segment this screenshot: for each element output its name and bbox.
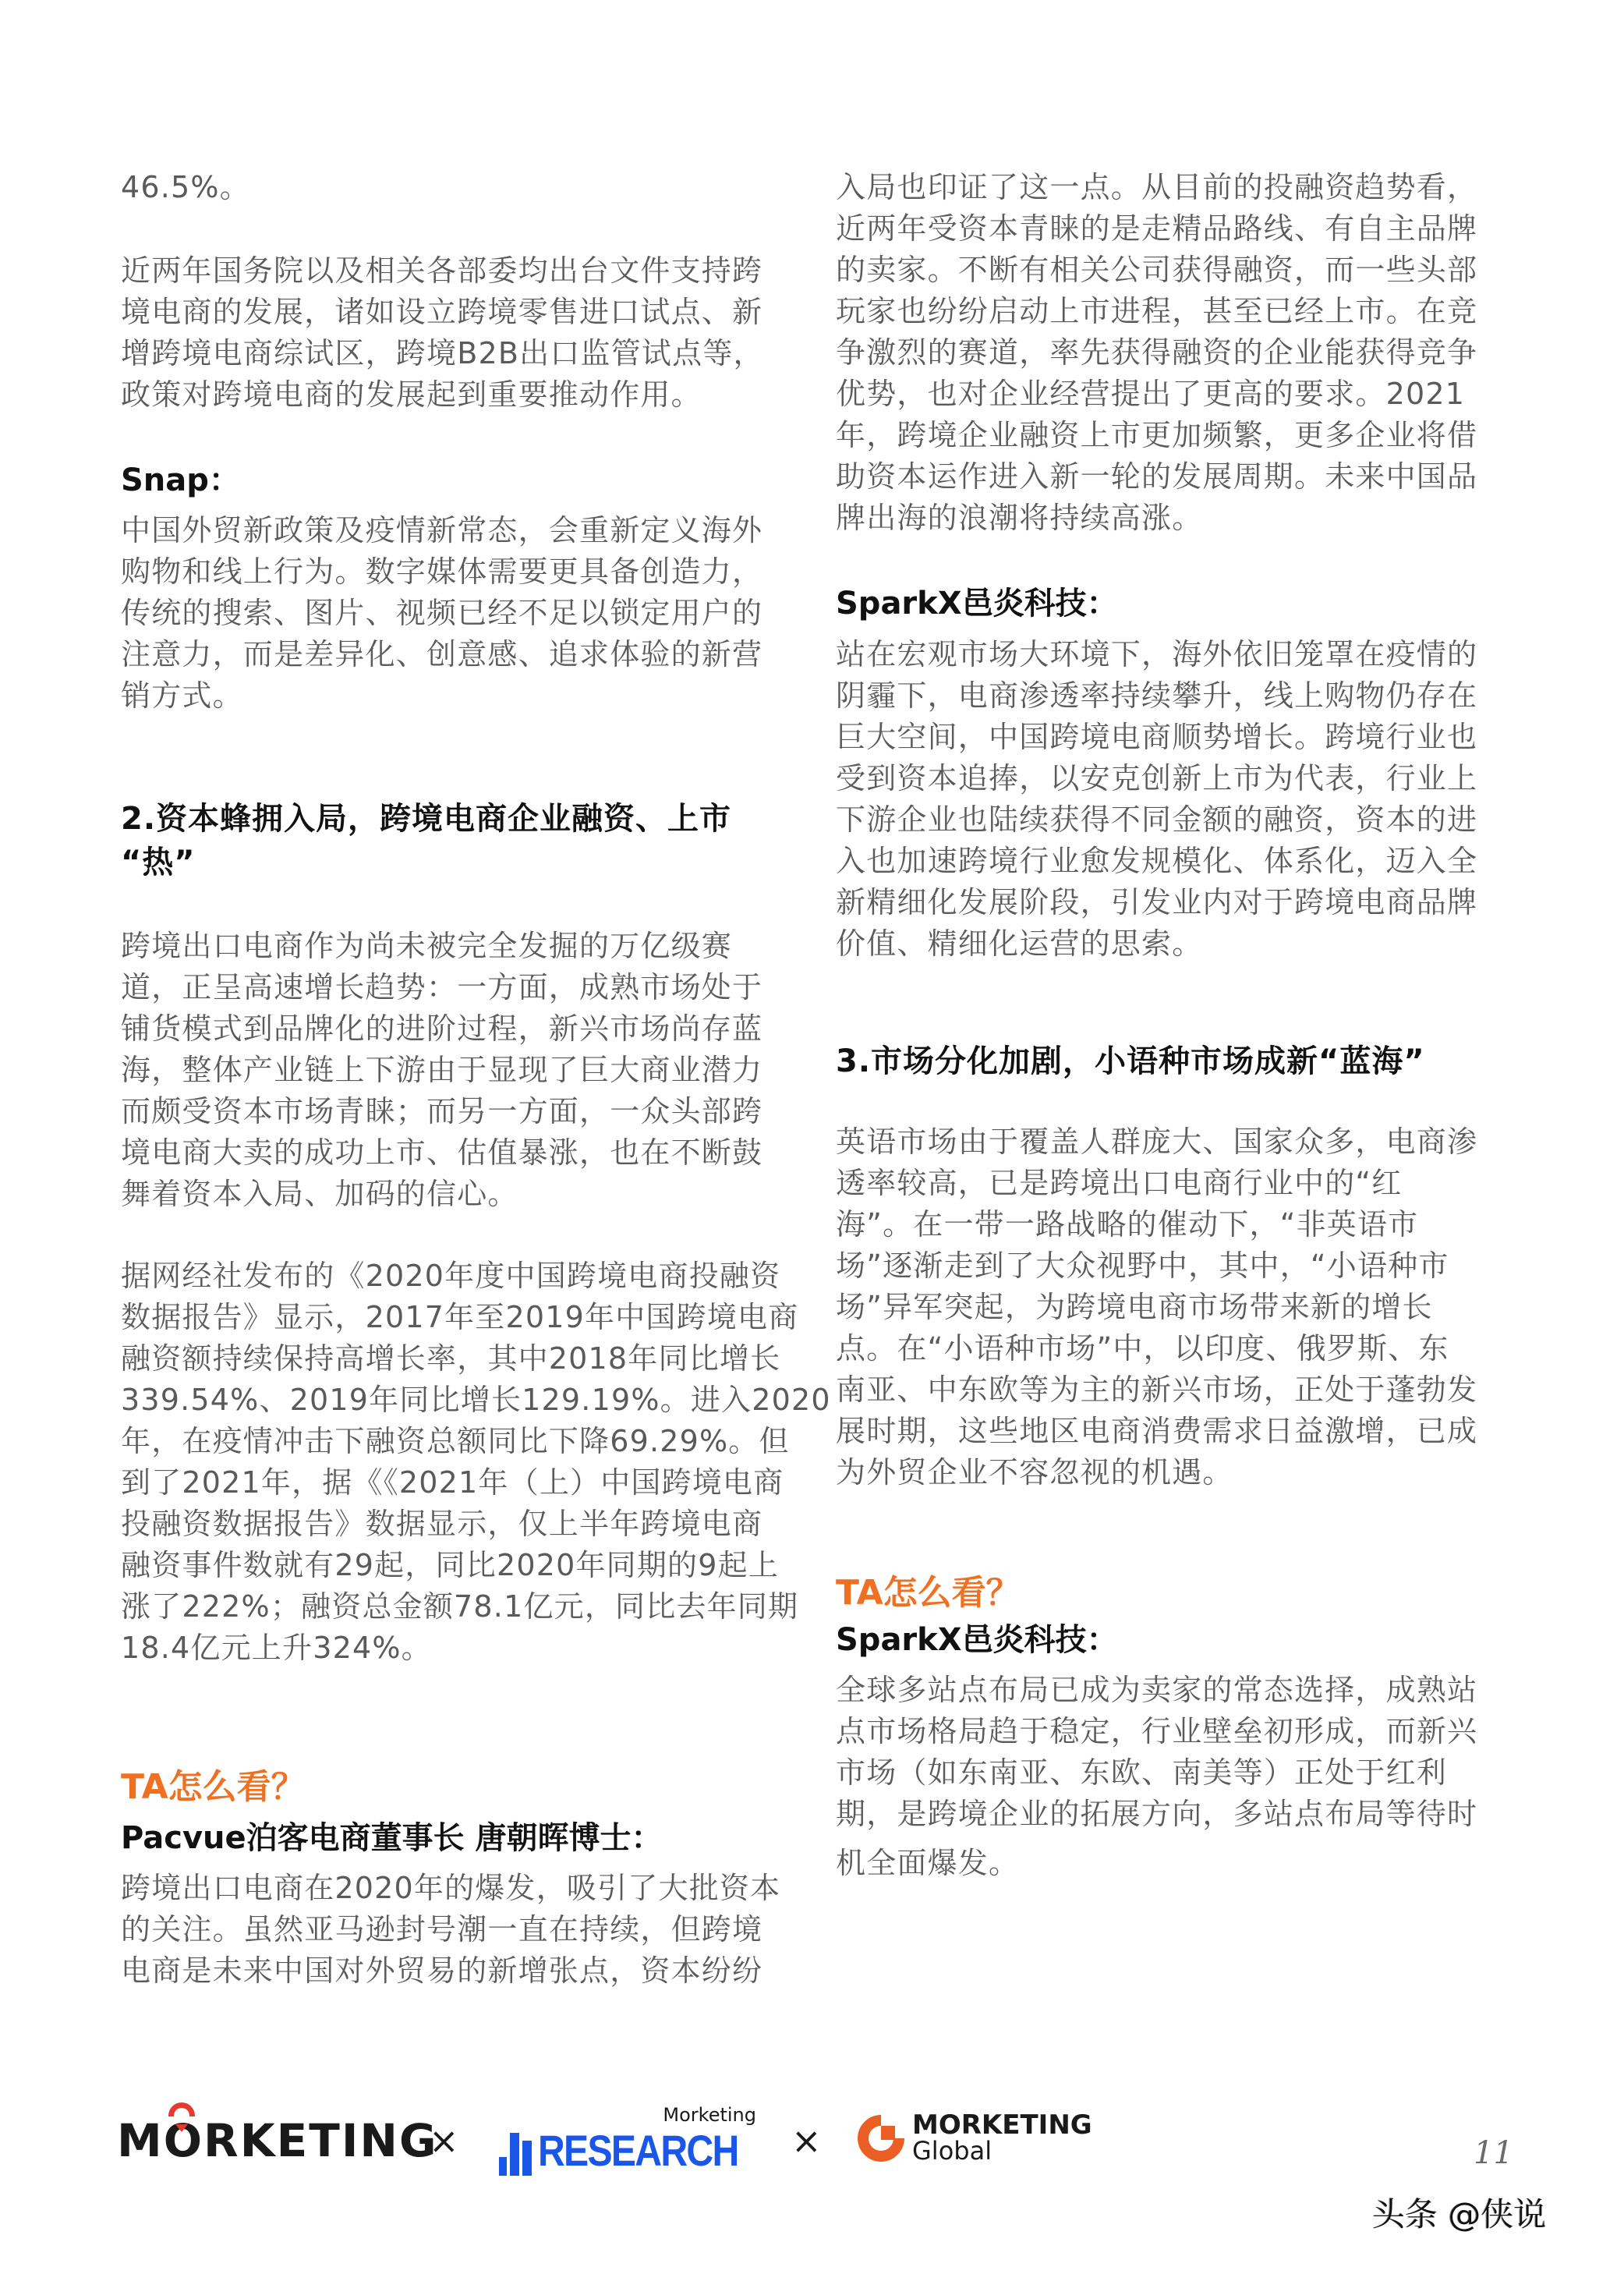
paragraph-snap <box>121 510 791 717</box>
logo-text: M <box>117 2114 164 2167</box>
text-line: 中国外贸新政策及疫情新常态，会重新定义海外 <box>121 513 763 547</box>
text-line: 助资本运作进入新一轮的发展周期。未来中国品 <box>836 459 1478 494</box>
text-line: 到了2021年，据《《2021年（上）中国跨境电商 <box>121 1465 784 1500</box>
text-line: 电商是未来中国对外贸易的新增张点，资本纷纷 <box>121 1953 763 1988</box>
text-line: 购物和线上行为。数字媒体需要更具备创造力， <box>121 554 763 589</box>
text-line: 南亚、中东欧等为主的新兴市场，正处于蓬勃发 <box>836 1373 1478 1407</box>
speaker-heading-sparkx-view: SparkX邑炎科技： <box>836 1622 1118 1658</box>
paragraph-section3 <box>836 1121 1506 1493</box>
paragraph-policy <box>121 250 791 416</box>
paragraph-continuation-right <box>836 167 1506 539</box>
text-line: 巨大空间，中国跨境电商顺势增长。跨境行业也 <box>836 720 1478 754</box>
text-line: 展时期，这些地区电商消费需求日益激增，已成 <box>836 1414 1478 1448</box>
text-line: 场”逐渐走到了大众视野中，其中，“小语种市 <box>836 1249 1449 1283</box>
separator-x: × <box>791 2120 822 2162</box>
text-line: 的关注。虽然亚马逊封号潮一直在持续，但跨境 <box>121 1912 763 1946</box>
logo-text: RKETING <box>203 2114 438 2167</box>
ta-view-label-right: TA怎么看？ <box>836 1573 1021 1613</box>
paragraph-section2-intro <box>121 926 791 1215</box>
separator-x: × <box>429 2120 459 2162</box>
text-line: 入也加速跨境行业愈发规模化、体系化，迈入全 <box>836 844 1478 878</box>
text-line: 站在宏观市场大环境下，海外依旧笼罩在疫情的 <box>836 637 1478 671</box>
morketing-global-logo <box>858 2106 1115 2184</box>
text-line: 铺货模式到品牌化的进阶过程，新兴市场尚存蓝 <box>121 1011 763 1046</box>
watermark: 头条 @侠说 <box>1372 2195 1547 2233</box>
section-heading-3: 3.市场分化加剧，小语种市场成新“蓝海” <box>836 1043 1425 1079</box>
text-line: 销方式。 <box>121 678 243 713</box>
text-line: 传统的搜索、图片、视频已经不足以锁定用户的 <box>121 596 763 630</box>
heading-line: “热” <box>121 845 196 880</box>
logo-text: MORKETING <box>912 2109 1092 2141</box>
heading-line: 2.资本蜂拥入局，跨境电商企业融资、上市 <box>121 801 732 837</box>
text-line: 年，在疫情冲击下融资总额同比下降69.29%。但 <box>121 1424 790 1458</box>
speaker-heading-sparkx: SparkX邑炎科技： <box>836 586 1118 622</box>
text-line: 投融资数据报告》数据显示，仅上半年跨境电商 <box>121 1507 763 1541</box>
text-line: 年，跨境企业融资上市更加频繁，更多企业将借 <box>836 418 1478 452</box>
text-line: 场”异军突起，为跨境电商市场带来新的增长 <box>836 1290 1433 1324</box>
text-line: 339.54%、2019年同比增长129.19%。进入2020 <box>121 1383 831 1417</box>
paragraph-section2-data <box>121 1256 831 1669</box>
text-line: 境电商大卖的成功上市、估值暴涨，也在不断鼓 <box>121 1135 763 1170</box>
text-line: 境电商的发展，诸如设立跨境零售进口试点、新 <box>121 295 763 329</box>
text-line: 机全面爆发。 <box>836 1846 1020 1880</box>
text-line: 近两年受资本青睐的是走精品路线、有自主品牌 <box>836 211 1478 246</box>
text-line: 期，是跨境企业的拓展方向，多站点布局等待时 <box>836 1797 1478 1831</box>
signal-dot-icon <box>175 2124 188 2132</box>
logo-text: Global <box>912 2136 992 2166</box>
speaker-heading-snap: Snap： <box>121 462 240 498</box>
speaker-heading-pacvue: Pacvue泊客电商董事长 唐朝晖博士： <box>121 1820 663 1856</box>
signal-arc-icon <box>168 2102 195 2116</box>
text-line: 跨境出口电商在2020年的爆发，吸引了大批资本 <box>121 1871 781 1905</box>
text-line: 点市场格局趋于稳定，行业壁垒初形成，而新兴 <box>836 1714 1478 1748</box>
logo-text: O <box>163 2114 204 2167</box>
text-line: 涨了222%；融资总金额78.1亿元，同比去年同期 <box>121 1589 799 1624</box>
logo-word: RESEARCH <box>538 2126 738 2175</box>
text-line: 价值、精细化运营的思索。 <box>836 926 1203 961</box>
morketing-research-logo <box>499 2098 756 2184</box>
text-line: 牌出海的浪潮将持续高涨。 <box>836 501 1203 535</box>
text-line: 数据报告》显示，2017年至2019年中国跨境电商 <box>121 1300 799 1334</box>
section-heading-2 <box>121 797 791 884</box>
text-line: 18.4亿元上升324%。 <box>121 1631 432 1665</box>
morketing-logo <box>117 2113 438 2168</box>
text-line: 阴霾下，电商渗透率持续攀升，线上购物仍存在 <box>836 678 1478 713</box>
text-line: 融资事件数就有29起，同比2020年同期的9起上 <box>121 1548 780 1582</box>
text-line: 增跨境电商综试区，跨境B2B出口监管试点等， <box>121 336 764 370</box>
text-line: 优势，也对企业经营提出了更高的要求。2021 <box>836 377 1466 411</box>
text-line: 据网经社发布的《2020年度中国跨境电商投融资 <box>121 1259 781 1293</box>
logo-subtitle: Morketing <box>663 2104 756 2126</box>
text-line: 下游企业也陆续获得不同金额的融资，资本的进 <box>836 802 1478 837</box>
text-line: 英语市场由于覆盖人群庞大、国家众多，电商渗 <box>836 1125 1478 1159</box>
text-line: 海，整体产业链上下游由于显现了巨大商业潜力 <box>121 1053 763 1087</box>
ta-view-label-left: TA怎么看？ <box>121 1767 306 1807</box>
text-line: 近两年国务院以及相关各部委均出台文件支持跨 <box>121 253 763 288</box>
text-line: 新精细化发展阶段，引发业内对于跨境电商品牌 <box>836 885 1478 919</box>
page-number: 11 <box>1474 2135 1513 2171</box>
text-line: 注意力，而是差异化、创意感、追求体验的新营 <box>121 637 763 671</box>
text-line: 跨境出口电商作为尚未被完全发掘的万亿级赛 <box>121 929 733 963</box>
text-line: 入局也印证了这一点。从目前的投融资趋势看， <box>836 170 1478 204</box>
text-line: 受到资本追捧，以安克创新上市为代表，行业上 <box>836 761 1478 795</box>
text-line: 政策对跨境电商的发展起到重要推动作用。 <box>121 377 702 412</box>
text-line: 道，正呈高速增长趋势：一方面，成熟市场处于 <box>121 970 763 1004</box>
text-line: 争激烈的赛道，率先获得融资的企业能获得竞争 <box>836 335 1478 370</box>
paragraph-pacvue-view <box>121 1868 791 1992</box>
text-line: 透率较高，已是跨境出口电商行业中的“红 <box>836 1166 1403 1200</box>
text-line: 全球多站点布局已成为卖家的常态选择，成熟站 <box>836 1673 1478 1707</box>
text-line: 而颇受资本市场青睐；而另一方面，一众头部跨 <box>121 1094 763 1128</box>
text-line: 点。在“小语种市场”中，以印度、俄罗斯、东 <box>836 1331 1449 1365</box>
paragraph-sparkx <box>836 634 1506 965</box>
text-line: 玩家也纷纷启动上市进程，甚至已经上市。在竞 <box>836 294 1478 328</box>
text-line: 舞着资本入局、加码的信心。 <box>121 1177 518 1211</box>
text-line: 为外贸企业不容忽视的机遇。 <box>836 1455 1233 1489</box>
global-square-icon <box>881 2126 895 2140</box>
text-line: 融资额持续保持高增长率，其中2018年同比增长 <box>121 1341 781 1376</box>
text-line: 海”。在一带一路战略的催动下，“非英语市 <box>836 1207 1419 1241</box>
text-line: 46.5%。 <box>121 170 250 204</box>
footer-logos <box>117 2098 1520 2184</box>
logo-o-with-signal-icon <box>164 2113 203 2168</box>
paragraph-sparkx-view <box>836 1670 1506 1884</box>
text-line: 市场（如东南亚、东欧、南美等）正处于红利 <box>836 1755 1448 1790</box>
text-line: 的卖家。不断有相关公司获得融资，而一些头部 <box>836 253 1478 287</box>
paragraph-continuation-left <box>121 167 791 208</box>
